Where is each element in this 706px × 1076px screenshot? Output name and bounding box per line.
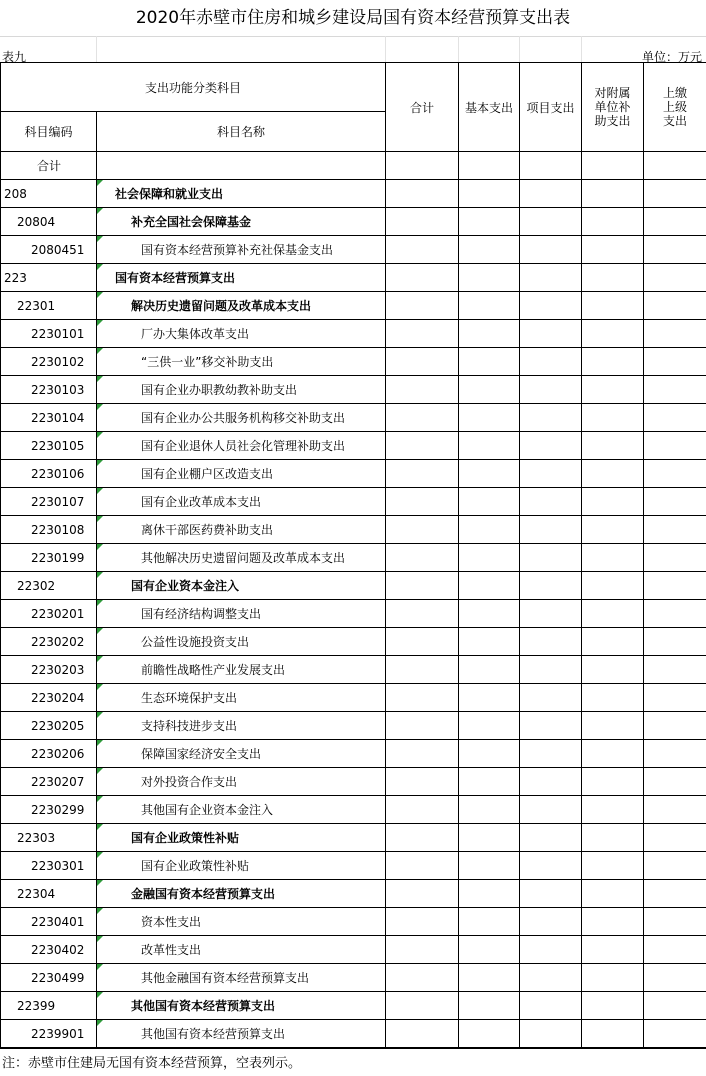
table-row — [1, 544, 706, 572]
table-row — [1, 516, 706, 544]
row-amount-cell — [459, 572, 520, 600]
header-category: 支出功能分类科目 — [1, 63, 386, 112]
row-amount-cell — [582, 628, 644, 656]
row-amount-cell — [644, 768, 706, 796]
row-amount-cell — [582, 684, 644, 712]
table-row — [1, 768, 706, 796]
row-amount-cell — [582, 740, 644, 768]
row-code: 2230107 — [1, 488, 97, 516]
row-amount-cell — [582, 292, 644, 320]
row-name: 对外投资合作支出 — [97, 768, 386, 796]
row-amount-cell — [520, 544, 582, 572]
row-amount-cell — [644, 908, 706, 936]
row-code: 2230108 — [1, 516, 97, 544]
row-amount-cell — [644, 796, 706, 824]
row-amount-cell — [386, 992, 459, 1020]
table-row — [1, 264, 706, 292]
row-amount-cell — [582, 908, 644, 936]
table-row — [1, 320, 706, 348]
total-row-label: 合计 — [1, 152, 97, 180]
row-amount-cell — [459, 852, 520, 880]
row-amount-cell — [644, 292, 706, 320]
row-name: 金融国有资本经营预算支出 — [97, 880, 386, 908]
row-amount-cell — [520, 460, 582, 488]
row-name: 支持科技进步支出 — [97, 712, 386, 740]
table-row — [1, 908, 706, 936]
row-name: 资本性支出 — [97, 908, 386, 936]
row-amount-cell — [459, 992, 520, 1020]
row-amount-cell — [644, 208, 706, 236]
table-row — [1, 656, 706, 684]
row-amount-cell — [459, 348, 520, 376]
row-amount-cell — [582, 1020, 644, 1048]
table-row — [1, 236, 706, 264]
row-amount-cell — [644, 544, 706, 572]
row-amount-cell — [520, 320, 582, 348]
row-amount-cell — [582, 460, 644, 488]
table-row — [1, 348, 706, 376]
table-row — [1, 488, 706, 516]
table-row — [1, 880, 706, 908]
row-amount-cell — [459, 936, 520, 964]
row-name: “三供一业”移交补助支出 — [97, 348, 386, 376]
row-amount-cell — [459, 404, 520, 432]
row-amount-cell — [644, 684, 706, 712]
row-name: 其他解决历史遗留问题及改革成本支出 — [97, 544, 386, 572]
row-amount-cell — [459, 236, 520, 264]
header-subsidy-text: 对附属单位补助支出 — [594, 86, 631, 128]
row-amount-cell — [386, 768, 459, 796]
row-amount-cell — [520, 348, 582, 376]
row-amount-cell — [386, 348, 459, 376]
row-amount-cell — [520, 824, 582, 852]
row-amount-cell — [520, 180, 582, 208]
table-row — [1, 1020, 706, 1048]
row-amount-cell — [386, 1020, 459, 1048]
row-code: 2230401 — [1, 908, 97, 936]
row-amount-cell — [520, 208, 582, 236]
row-amount-cell — [582, 796, 644, 824]
row-amount-cell — [386, 404, 459, 432]
row-amount-cell — [520, 852, 582, 880]
row-name: 解决历史遗留问题及改革成本支出 — [97, 292, 386, 320]
row-amount-cell — [582, 992, 644, 1020]
row-name: 国有企业改革成本支出 — [97, 488, 386, 516]
header-subsidy — [582, 63, 644, 152]
row-code: 2230299 — [1, 796, 97, 824]
table-row — [1, 180, 706, 208]
row-amount-cell — [644, 964, 706, 992]
table-label: 表九 — [2, 50, 27, 64]
row-amount-cell — [386, 572, 459, 600]
row-amount-cell — [520, 264, 582, 292]
table-row — [1, 964, 706, 992]
row-amount-cell — [644, 880, 706, 908]
row-amount-cell — [520, 292, 582, 320]
row-amount-cell — [644, 572, 706, 600]
row-name: 国有资本经营预算支出 — [97, 264, 386, 292]
row-amount-cell — [520, 628, 582, 656]
row-name: 其他国有企业资本金注入 — [97, 796, 386, 824]
row-amount-cell — [386, 600, 459, 628]
row-amount-cell — [459, 600, 520, 628]
row-amount-cell — [386, 740, 459, 768]
row-amount-cell — [459, 712, 520, 740]
row-amount-cell — [644, 628, 706, 656]
table-row — [1, 936, 706, 964]
row-amount-cell — [386, 796, 459, 824]
row-code: 2230207 — [1, 768, 97, 796]
row-code: 22303 — [1, 824, 97, 852]
table-row — [1, 432, 706, 460]
row-amount-cell — [582, 432, 644, 460]
row-amount-cell — [520, 516, 582, 544]
table-row — [1, 292, 706, 320]
row-amount-cell — [582, 208, 644, 236]
row-amount-cell — [582, 824, 644, 852]
row-amount-cell — [520, 376, 582, 404]
table-row — [1, 684, 706, 712]
row-amount-cell — [459, 908, 520, 936]
row-amount-cell — [386, 908, 459, 936]
row-name: 国有企业棚户区改造支出 — [97, 460, 386, 488]
row-amount-cell — [644, 180, 706, 208]
row-amount-cell — [459, 1020, 520, 1048]
table-row — [1, 628, 706, 656]
table-row — [1, 460, 706, 488]
row-amount-cell — [386, 516, 459, 544]
row-amount-cell — [582, 572, 644, 600]
row-amount-cell — [582, 964, 644, 992]
row-name: 其他国有资本经营预算支出 — [97, 1020, 386, 1048]
row-amount-cell — [644, 824, 706, 852]
row-amount-cell — [386, 684, 459, 712]
row-amount-cell — [520, 600, 582, 628]
row-amount-cell — [386, 488, 459, 516]
row-amount-cell — [459, 824, 520, 852]
row-amount-cell — [582, 236, 644, 264]
table-meta-row — [0, 36, 706, 62]
table-row — [1, 712, 706, 740]
row-amount-cell — [582, 768, 644, 796]
header-code: 科目编码 — [1, 112, 97, 152]
row-amount-cell — [459, 292, 520, 320]
row-amount-cell — [582, 936, 644, 964]
row-amount-cell — [644, 320, 706, 348]
header-basic: 基本支出 — [459, 63, 520, 152]
row-amount-cell — [520, 908, 582, 936]
row-code: 22399 — [1, 992, 97, 1020]
row-amount-cell — [459, 544, 520, 572]
row-amount-cell — [582, 544, 644, 572]
row-name: 厂办大集体改革支出 — [97, 320, 386, 348]
row-amount-cell — [644, 516, 706, 544]
row-amount-cell — [386, 628, 459, 656]
row-amount-cell — [459, 264, 520, 292]
row-amount-cell — [520, 740, 582, 768]
row-amount-cell — [386, 964, 459, 992]
row-amount-cell — [582, 180, 644, 208]
row-amount-cell — [520, 656, 582, 684]
row-amount-cell — [582, 852, 644, 880]
row-code: 22301 — [1, 292, 97, 320]
row-name: 国有企业办职教幼教补助支出 — [97, 376, 386, 404]
table-row — [1, 992, 706, 1020]
header-name: 科目名称 — [97, 112, 386, 152]
row-code: 208 — [1, 180, 97, 208]
table-bottom-border — [0, 1048, 706, 1049]
row-amount-cell — [582, 320, 644, 348]
table-row — [1, 824, 706, 852]
row-code: 2230301 — [1, 852, 97, 880]
row-code: 2230106 — [1, 460, 97, 488]
page-title: 2020年赤壁市住房和城乡建设局国有资本经营预算支出表 — [0, 0, 706, 37]
row-amount-cell — [386, 292, 459, 320]
unit-label: 单位：万元 — [641, 50, 702, 64]
row-name: 其他金融国有资本经营预算支出 — [97, 964, 386, 992]
row-amount-cell — [386, 852, 459, 880]
row-amount-cell — [644, 376, 706, 404]
row-amount-cell — [644, 264, 706, 292]
row-code: 2230402 — [1, 936, 97, 964]
footnote: 注：赤壁市住建局无国有资本经营预算，空表列示。 — [2, 1056, 302, 1071]
row-amount-cell — [386, 320, 459, 348]
row-code: 2230203 — [1, 656, 97, 684]
row-amount-cell — [582, 516, 644, 544]
row-amount-cell — [386, 432, 459, 460]
row-name: 其他国有资本经营预算支出 — [97, 992, 386, 1020]
row-name: 国有企业退休人员社会化管理补助支出 — [97, 432, 386, 460]
header-project: 项目支出 — [520, 63, 582, 152]
row-amount-cell — [644, 236, 706, 264]
row-amount-cell — [459, 880, 520, 908]
row-code: 2230104 — [1, 404, 97, 432]
table-row — [1, 404, 706, 432]
row-code: 2230101 — [1, 320, 97, 348]
row-amount-cell — [459, 964, 520, 992]
row-amount-cell — [644, 712, 706, 740]
row-amount-cell — [644, 404, 706, 432]
row-amount-cell — [582, 600, 644, 628]
row-code: 2230202 — [1, 628, 97, 656]
row-code: 2239901 — [1, 1020, 97, 1048]
row-amount-cell — [520, 964, 582, 992]
row-code: 22302 — [1, 572, 97, 600]
row-amount-cell — [520, 488, 582, 516]
table-row — [1, 376, 706, 404]
row-name: 社会保障和就业支出 — [97, 180, 386, 208]
row-amount-cell — [644, 1020, 706, 1048]
row-amount-cell — [520, 936, 582, 964]
row-amount-cell — [644, 992, 706, 1020]
row-code: 2230102 — [1, 348, 97, 376]
row-code: 2230201 — [1, 600, 97, 628]
row-code: 2230205 — [1, 712, 97, 740]
budget-table — [0, 62, 706, 1048]
row-amount-cell — [459, 684, 520, 712]
row-name: 国有企业办公共服务机构移交补助支出 — [97, 404, 386, 432]
table-row — [1, 740, 706, 768]
row-name: 国有经济结构调整支出 — [97, 600, 386, 628]
row-amount-cell — [386, 880, 459, 908]
row-code: 2230103 — [1, 376, 97, 404]
row-amount-cell — [386, 656, 459, 684]
row-name: 国有企业政策性补贴 — [97, 852, 386, 880]
row-amount-cell — [582, 376, 644, 404]
row-amount-cell — [459, 796, 520, 824]
table-row — [1, 208, 706, 236]
row-amount-cell — [520, 768, 582, 796]
row-code: 2230199 — [1, 544, 97, 572]
header-total: 合计 — [386, 63, 459, 152]
row-amount-cell — [459, 740, 520, 768]
row-amount-cell — [644, 740, 706, 768]
row-amount-cell — [644, 936, 706, 964]
row-name: 国有企业资本金注入 — [97, 572, 386, 600]
table-row — [1, 852, 706, 880]
row-amount-cell — [644, 852, 706, 880]
row-amount-cell — [459, 656, 520, 684]
row-amount-cell — [459, 768, 520, 796]
row-name: 国有资本经营预算补充社保基金支出 — [97, 236, 386, 264]
row-amount-cell — [520, 684, 582, 712]
row-amount-cell — [520, 796, 582, 824]
header-upper-text: 上缴上级支出 — [663, 86, 688, 128]
row-amount-cell — [582, 348, 644, 376]
row-name: 补充全国社会保障基金 — [97, 208, 386, 236]
row-amount-cell — [459, 180, 520, 208]
row-name: 生态环境保护支出 — [97, 684, 386, 712]
row-name: 前瞻性战略性产业发展支出 — [97, 656, 386, 684]
header-upper — [644, 63, 706, 152]
row-name: 改革性支出 — [97, 936, 386, 964]
row-amount-cell — [459, 320, 520, 348]
row-amount-cell — [644, 656, 706, 684]
row-amount-cell — [582, 880, 644, 908]
row-amount-cell — [459, 516, 520, 544]
row-amount-cell — [459, 376, 520, 404]
row-amount-cell — [386, 180, 459, 208]
row-amount-cell — [386, 236, 459, 264]
row-amount-cell — [644, 488, 706, 516]
row-amount-cell — [386, 460, 459, 488]
row-code: 223 — [1, 264, 97, 292]
row-name: 公益性设施投资支出 — [97, 628, 386, 656]
row-amount-cell — [520, 572, 582, 600]
row-amount-cell — [386, 208, 459, 236]
row-amount-cell — [520, 880, 582, 908]
table-row — [1, 572, 706, 600]
row-name: 国有企业政策性补贴 — [97, 824, 386, 852]
row-code: 2230105 — [1, 432, 97, 460]
row-amount-cell — [386, 544, 459, 572]
row-amount-cell — [386, 712, 459, 740]
row-amount-cell — [459, 208, 520, 236]
row-amount-cell — [520, 992, 582, 1020]
row-amount-cell — [386, 376, 459, 404]
row-amount-cell — [386, 936, 459, 964]
row-amount-cell — [459, 488, 520, 516]
row-amount-cell — [520, 432, 582, 460]
row-amount-cell — [459, 432, 520, 460]
row-amount-cell — [582, 656, 644, 684]
row-code: 2230499 — [1, 964, 97, 992]
row-amount-cell — [520, 236, 582, 264]
row-amount-cell — [520, 1020, 582, 1048]
row-amount-cell — [582, 264, 644, 292]
row-amount-cell — [644, 460, 706, 488]
table-row — [1, 600, 706, 628]
row-amount-cell — [459, 460, 520, 488]
row-name: 保障国家经济安全支出 — [97, 740, 386, 768]
row-amount-cell — [644, 432, 706, 460]
row-code: 20804 — [1, 208, 97, 236]
row-code: 2230204 — [1, 684, 97, 712]
row-amount-cell — [459, 628, 520, 656]
row-amount-cell — [386, 824, 459, 852]
row-amount-cell — [644, 600, 706, 628]
row-code: 22304 — [1, 880, 97, 908]
row-amount-cell — [582, 712, 644, 740]
row-amount-cell — [520, 712, 582, 740]
row-amount-cell — [386, 264, 459, 292]
row-amount-cell — [582, 404, 644, 432]
row-name: 离休干部医药费补助支出 — [97, 516, 386, 544]
row-code: 2230206 — [1, 740, 97, 768]
row-amount-cell — [582, 488, 644, 516]
table-row — [1, 796, 706, 824]
row-amount-cell — [520, 404, 582, 432]
row-code: 2080451 — [1, 236, 97, 264]
row-amount-cell — [644, 348, 706, 376]
